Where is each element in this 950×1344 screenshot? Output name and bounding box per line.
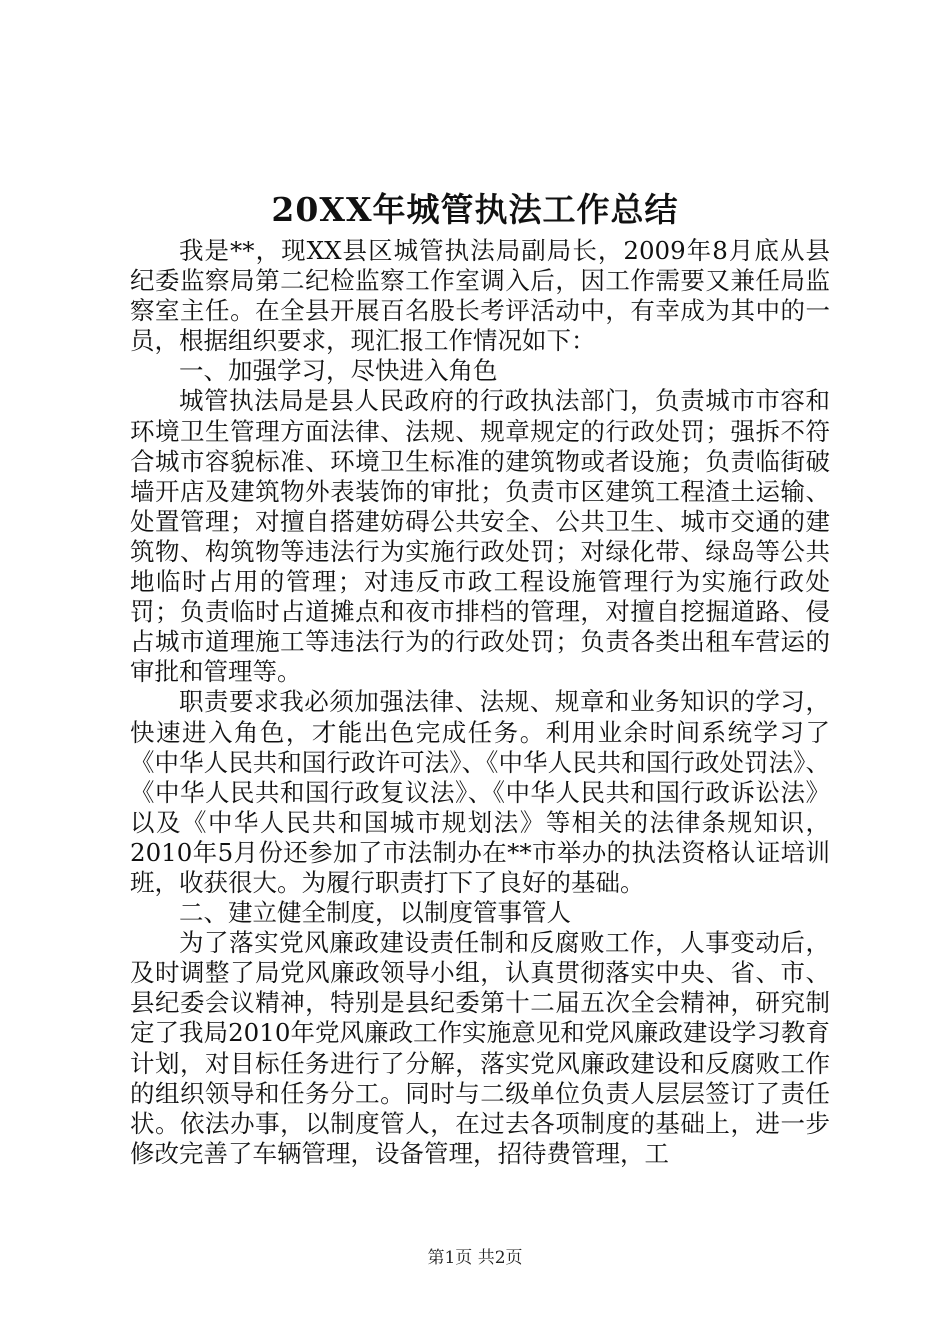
page-number-footer: 第1页 共2页 bbox=[427, 1248, 523, 1268]
document-title: 20XX年城管执法工作总结 bbox=[271, 190, 679, 229]
section-heading-2: 二、建立健全制度，以制度管事管人 bbox=[179, 898, 571, 928]
section-heading-1: 一、加强学习，尽快进入角色 bbox=[179, 356, 498, 386]
body-paragraph: 为了落实党风廉政建设责任制和反腐败工作，人事变动后，及时调整了局党风廉政领导小组，认真贯彻落实中央、省、市、县纪委会议精神，特别是县纪委第十二届五次全会精神，研究制定了我局2010年党风廉政工作实施意见和党风廉政建设学习教育计划，对目标任务进行了分解，落实党风廉政建设和反腐败工作的组织领导和任务分工。同时与二级单位负责人层层签订了责任状。依法办事，以制度管人，在过去各项制度的基础上，进一步修改完善了车辆管理，设备管理，招待费管理，工 bbox=[130, 928, 830, 1168]
body-paragraph: 职责要求我必须加强法律、法规、规章和业务知识的学习，快速进入角色，才能出色完成任务。利用业余时间系统学习了《中华人民共和国行政许可法》、《中华人民共和国行政处罚法》、《中华人民共和国行政复议法》、《中华人民共和国行政诉讼法》以及《中华人民共和国城市规划法》等相关的法律条规知识，2010年5月份还参加了市法制办在**市举办的执法资格认证培训班，收获很大。为履行职责打下了良好的基础。 bbox=[130, 687, 830, 897]
body-paragraph: 城管执法局是县人民政府的行政执法部门，负责城市市容和环境卫生管理方面法律、法规、规章规定的行政处罚；强拆不符合城市容貌标准、环境卫生标准的建筑物或者设施；负责临街破墙开店及建筑物外表装饰的审批；负责市区建筑工程渣土运输、处置管理；对擅自搭建妨碍公共安全、公共卫生、城市交通的建筑物、构筑物等违法行为实施行政处罚；对绿化带、绿岛等公共地临时占用的管理；对违反市政工程设施管理行为实施行政处罚；负责临时占道摊点和夜市排档的管理，对擅自挖掘道路、侵占城市道理施工等违法行为的行政处罚；负责各类出租车营运的审批和管理等。 bbox=[130, 386, 830, 687]
intro-paragraph: 我是**，现XX县区城管执法局副局长，2009年8月底从县纪委监察局第二纪检监察工作室调入后，因工作需要又兼任局监察室主任。在全县开展百名股长考评活动中，有幸成为其中的一员，根据组织要求，现汇报工作情况如下： bbox=[130, 236, 830, 356]
document-body bbox=[130, 236, 830, 1169]
